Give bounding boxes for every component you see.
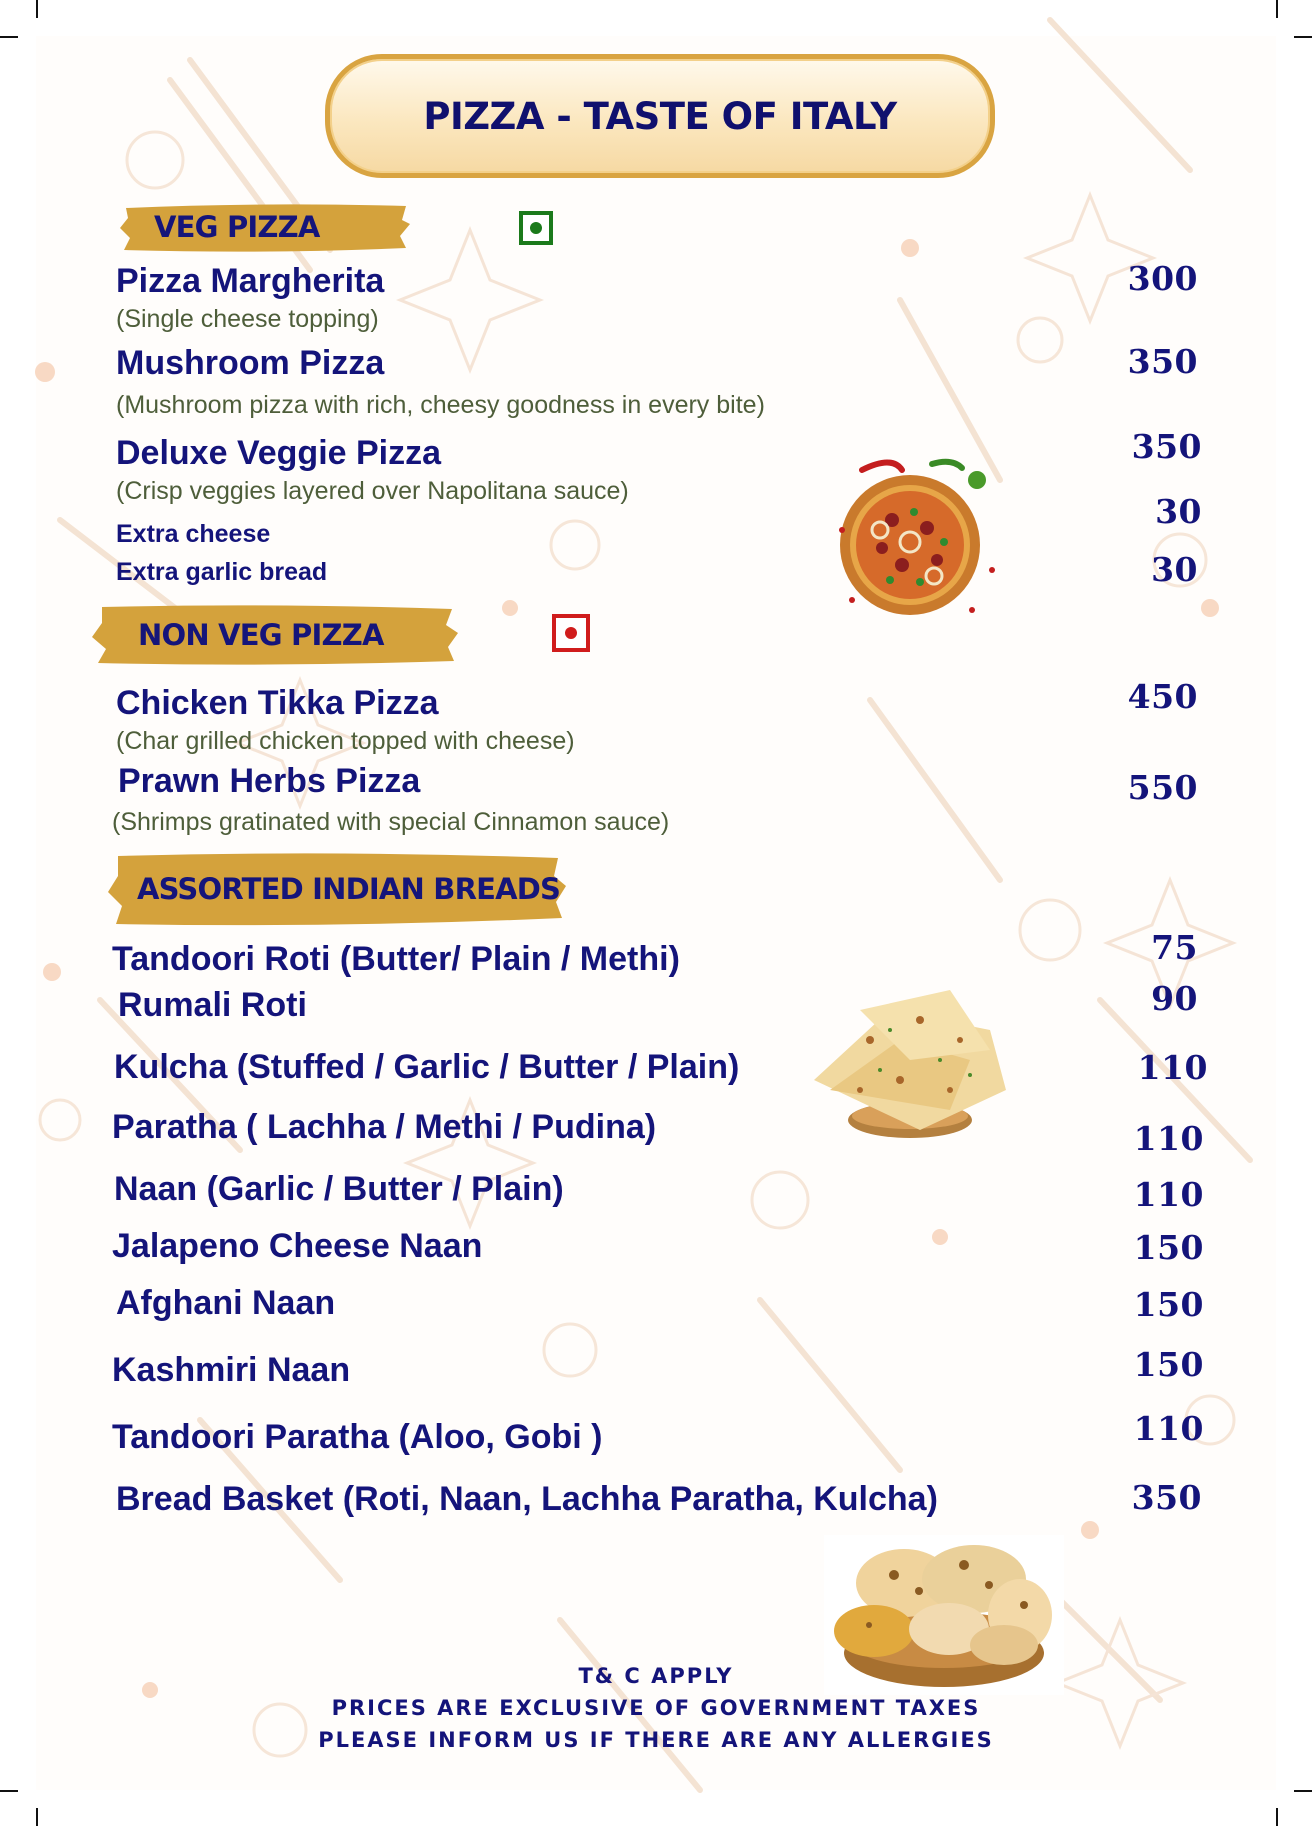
menu-item-description: (Single cheese topping) <box>116 305 379 333</box>
section-heading-nonveg: NON VEG PIZZA <box>92 603 462 667</box>
menu-item-price: 110 <box>1133 1119 1204 1158</box>
crop-mark <box>1276 0 1278 18</box>
menu-item-name: Bread Basket (Roti, Naan, Lachha Paratha, Kulcha) <box>116 1480 938 1518</box>
menu-item-price: 110 <box>1133 1409 1204 1448</box>
footer-terms: T& C APPLY <box>578 1664 734 1688</box>
extra-item-price: 30 <box>1151 550 1198 589</box>
menu-item-name: Rumali Roti <box>118 986 307 1024</box>
menu-item-name: Tandoori Roti (Butter/ Plain / Methi) <box>112 940 680 978</box>
menu-item-description: (Char grilled chicken topped with cheese) <box>116 727 575 755</box>
menu-item-name: Pizza Margherita <box>116 262 385 300</box>
extra-item-name: Extra cheese <box>116 520 271 548</box>
menu-item-price: 110 <box>1133 1175 1204 1214</box>
non-veg-symbol-icon <box>552 614 590 652</box>
menu-item-price: 300 <box>1127 259 1198 298</box>
menu-item-name: Prawn Herbs Pizza <box>118 762 421 800</box>
menu-item-price: 350 <box>1127 342 1198 381</box>
menu-item-price: 90 <box>1151 979 1198 1018</box>
menu-item-name: Kulcha (Stuffed / Garlic / Butter / Plain) <box>114 1048 740 1086</box>
footer-tax-note: PRICES ARE EXCLUSIVE OF GOVERNMENT TAXES <box>331 1696 981 1720</box>
menu-item-name: Chicken Tikka Pizza <box>116 684 439 722</box>
crop-mark <box>36 0 38 18</box>
menu-item-name: Paratha ( Lachha / Methi / Pudina) <box>112 1108 657 1146</box>
menu-item-name: Afghani Naan <box>116 1284 336 1322</box>
menu-item-name: Kashmiri Naan <box>112 1351 351 1389</box>
naan-platter-image <box>800 980 1014 1150</box>
section-heading-veg: VEG PIZZA <box>120 202 410 252</box>
menu-item-price: 450 <box>1127 677 1198 716</box>
menu-item-price: 150 <box>1133 1345 1204 1384</box>
extra-item-name: Extra garlic bread <box>116 558 328 586</box>
menu-title: PIZZA - TASTE OF ITALY <box>423 94 897 138</box>
menu-item-price: 550 <box>1127 768 1198 807</box>
footer-allergy-note: PLEASE INFORM US IF THERE ARE ANY ALLERGIES <box>318 1728 994 1752</box>
crop-mark <box>1276 1808 1278 1826</box>
menu-item-name: Jalapeno Cheese Naan <box>112 1227 483 1265</box>
menu-item-description: (Shrimps gratinated with special Cinnamon sauce) <box>112 808 670 836</box>
menu-title-banner <box>325 54 995 178</box>
menu-item-name: Mushroom Pizza <box>116 344 385 382</box>
crop-mark <box>0 1790 18 1792</box>
menu-item-price: 150 <box>1133 1228 1204 1267</box>
menu-item-price: 350 <box>1131 1478 1202 1517</box>
menu-item-description: (Crisp veggies layered over Napolitana sauce) <box>116 477 629 505</box>
crop-mark <box>36 1808 38 1826</box>
crop-mark <box>1294 1790 1312 1792</box>
section-heading-breads: ASSORTED INDIAN BREADS <box>106 850 566 928</box>
crop-mark <box>1294 36 1312 38</box>
menu-item-name: Deluxe Veggie Pizza <box>116 434 442 472</box>
menu-item-name: Tandoori Paratha (Aloo, Gobi ) <box>112 1418 603 1456</box>
menu-item-name: Naan (Garlic / Butter / Plain) <box>114 1170 564 1208</box>
extra-item-price: 30 <box>1155 492 1202 531</box>
menu-item-price: 150 <box>1133 1285 1204 1324</box>
pizza-image <box>822 450 1002 630</box>
veg-symbol-icon <box>519 211 553 245</box>
menu-item-price: 350 <box>1131 427 1202 466</box>
crop-mark <box>0 36 18 38</box>
menu-item-price: 110 <box>1137 1048 1208 1087</box>
menu-item-description: (Mushroom pizza with rich, cheesy goodness in every bite) <box>116 391 765 419</box>
menu-item-price: 75 <box>1151 928 1198 967</box>
